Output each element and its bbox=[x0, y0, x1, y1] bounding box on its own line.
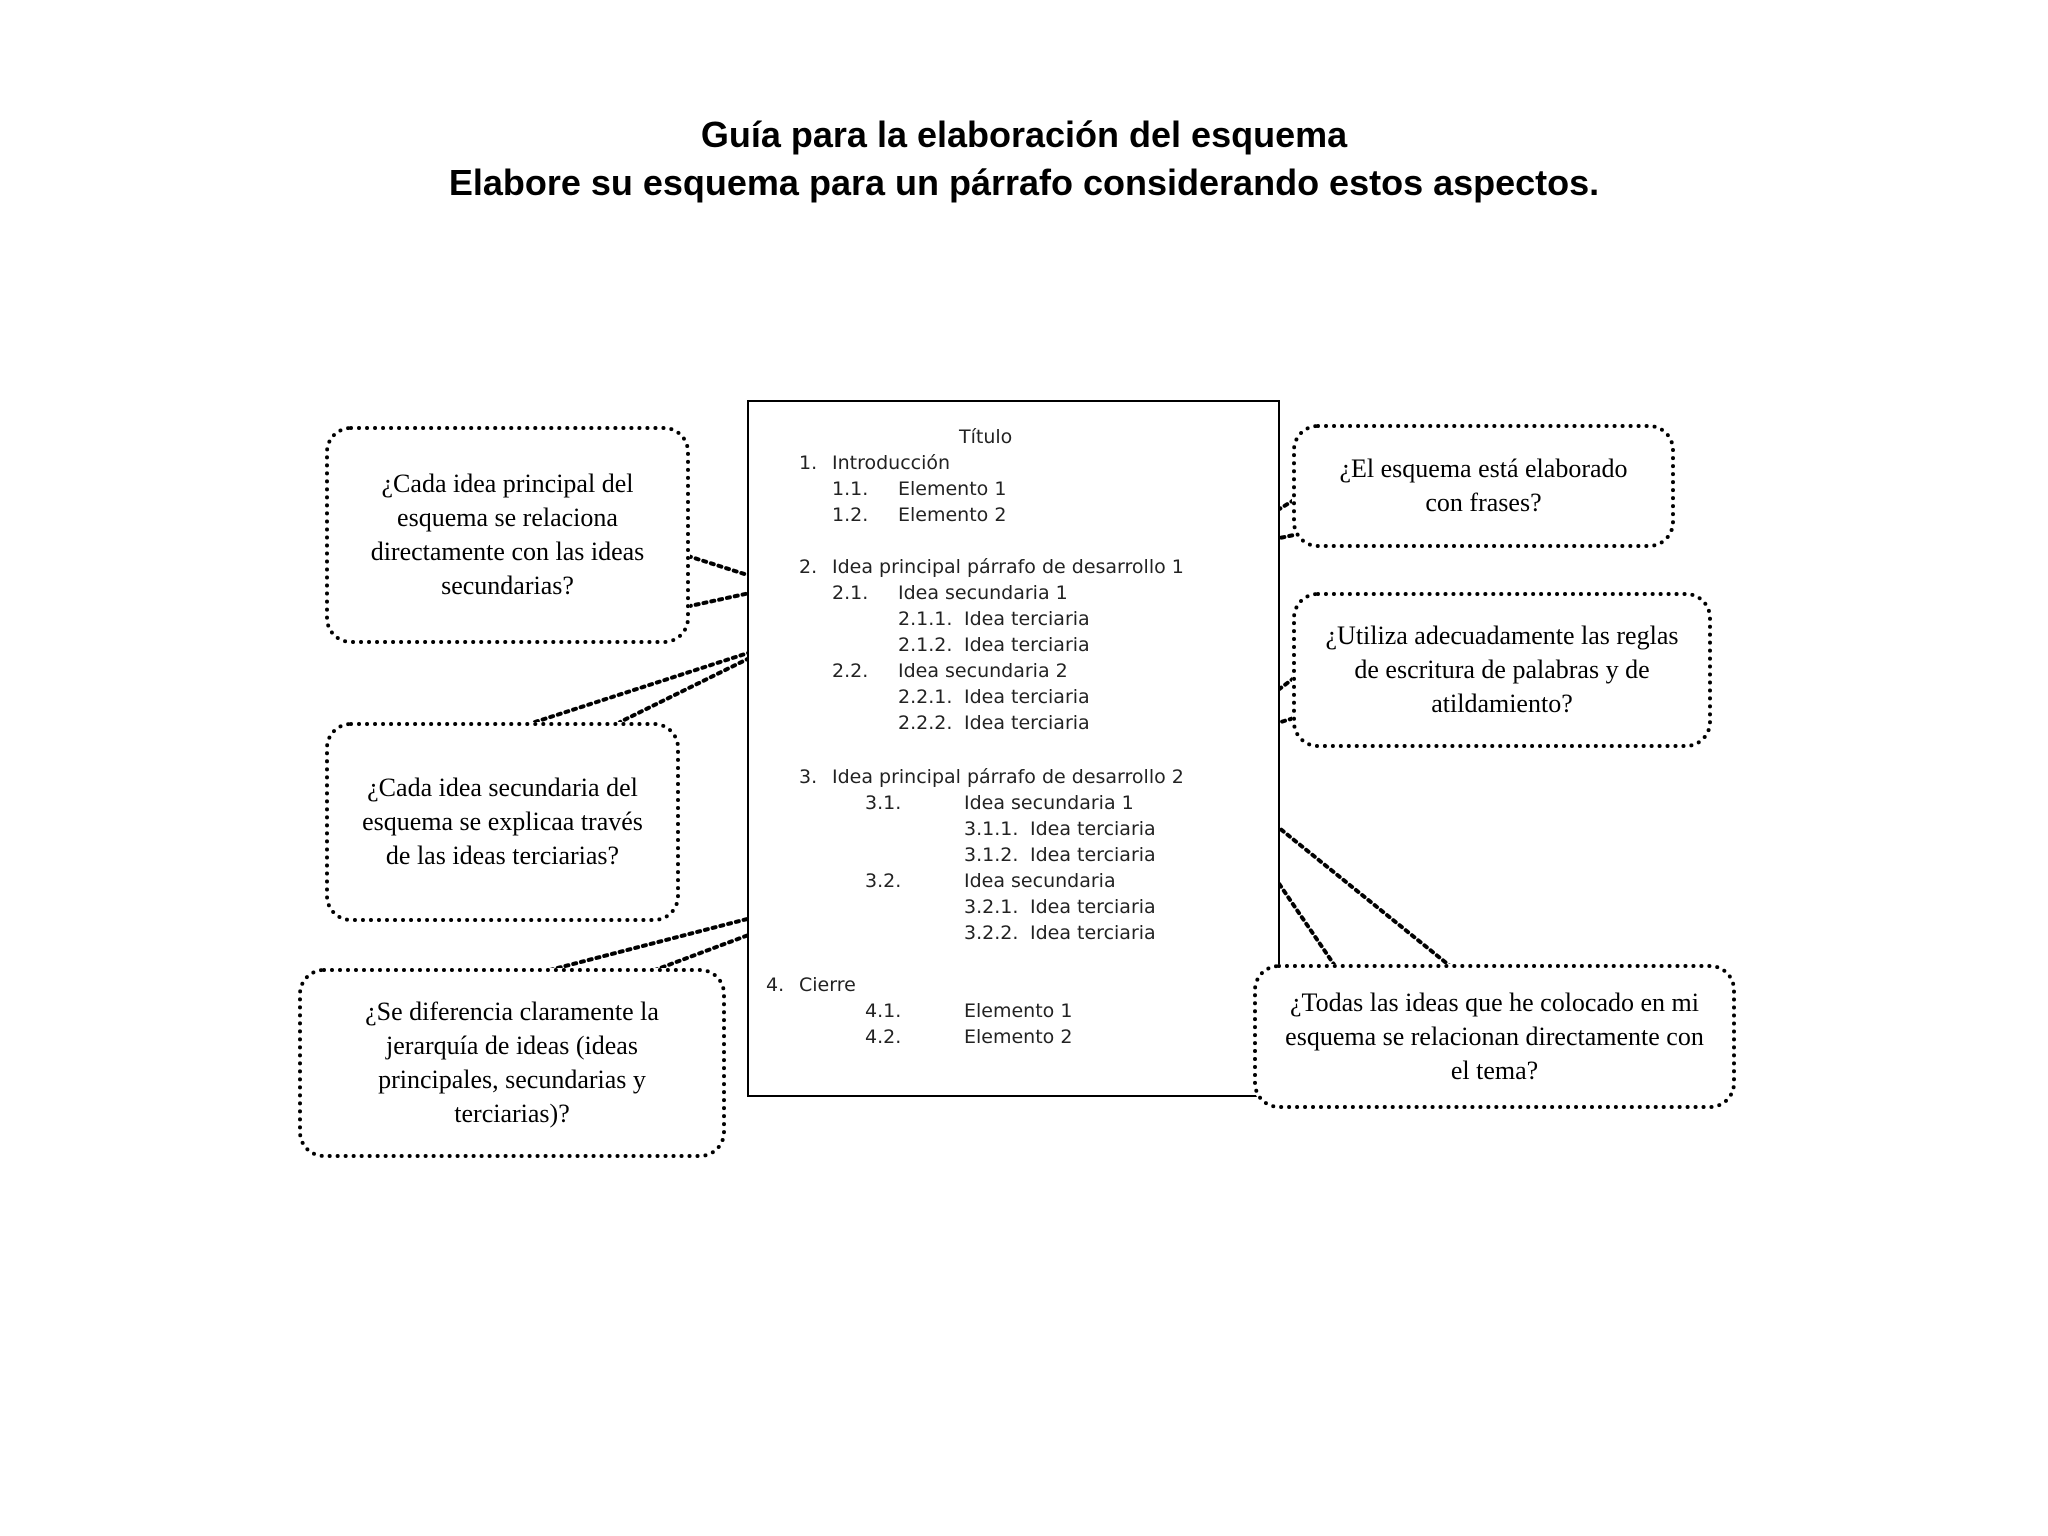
outline-heading: Título bbox=[959, 426, 1013, 448]
page-subtitle: Elabore su esquema para un párrafo considerando estos aspectos. bbox=[448, 162, 1600, 203]
page-title: Guía para la elaboración del esquema bbox=[700, 114, 1348, 155]
outline-item: 3.2. Idea secundaria bbox=[865, 870, 1116, 892]
callout-frases: ¿El esquema está elaborado con frases? bbox=[1292, 424, 1675, 548]
outline-item: 4. Cierre bbox=[766, 974, 856, 996]
outline-item: 2.1.2. Idea terciaria bbox=[898, 634, 1090, 656]
callout-principal: ¿Cada idea principal del esquema se relaciona directamente con las ideas secundarias? bbox=[325, 426, 690, 644]
outline-item: 1. Introducción bbox=[799, 452, 951, 474]
outline-item: 3.1.2. Idea terciaria bbox=[964, 844, 1156, 866]
outline-item: 2.2.2. Idea terciaria bbox=[898, 712, 1090, 734]
callout-secundaria: ¿Cada idea secundaria del esquema se explicaa través de las ideas terciarias? bbox=[325, 722, 680, 922]
outline-document bbox=[747, 400, 1280, 1097]
connector-secundaria bbox=[535, 642, 782, 722]
outline-item: 3.2.2. Idea terciaria bbox=[964, 922, 1156, 944]
outline-item: 2.2. Idea secundaria 2 bbox=[832, 660, 1068, 682]
callout-tema: ¿Todas las ideas que he colocado en mi esquema se relacionan directamente con el tema? bbox=[1253, 964, 1736, 1109]
outline-item: 2. Idea principal párrafo de desarrollo 1 bbox=[799, 556, 1184, 578]
outline-item: 4.2. Elemento 2 bbox=[865, 1026, 1073, 1048]
outline-item: 2.1. Idea secundaria 1 bbox=[832, 582, 1068, 604]
outline-item: 3.1.1. Idea terciaria bbox=[964, 818, 1156, 840]
outline-item: 3.1. Idea secundaria 1 bbox=[865, 792, 1134, 814]
outline-item: 3.2.1. Idea terciaria bbox=[964, 896, 1156, 918]
callout-jerarquia: ¿Se diferencia claramente la jerarquía de ideas (ideas principales, secundarias y terciarias)? bbox=[298, 968, 726, 1158]
outline-item: 2.1.1. Idea terciaria bbox=[898, 608, 1090, 630]
outline-item: 4.1. Elemento 1 bbox=[865, 1000, 1073, 1022]
outline-item: 1.2. Elemento 2 bbox=[832, 504, 1007, 526]
callout-reglas: ¿Utiliza adecuadamente las reglas de escritura de palabras y de atildamiento? bbox=[1292, 592, 1712, 748]
outline-item: 3. Idea principal párrafo de desarrollo 2 bbox=[799, 766, 1184, 788]
outline-item: 2.2.1. Idea terciaria bbox=[898, 686, 1090, 708]
outline-item: 1.1. Elemento 1 bbox=[832, 478, 1007, 500]
